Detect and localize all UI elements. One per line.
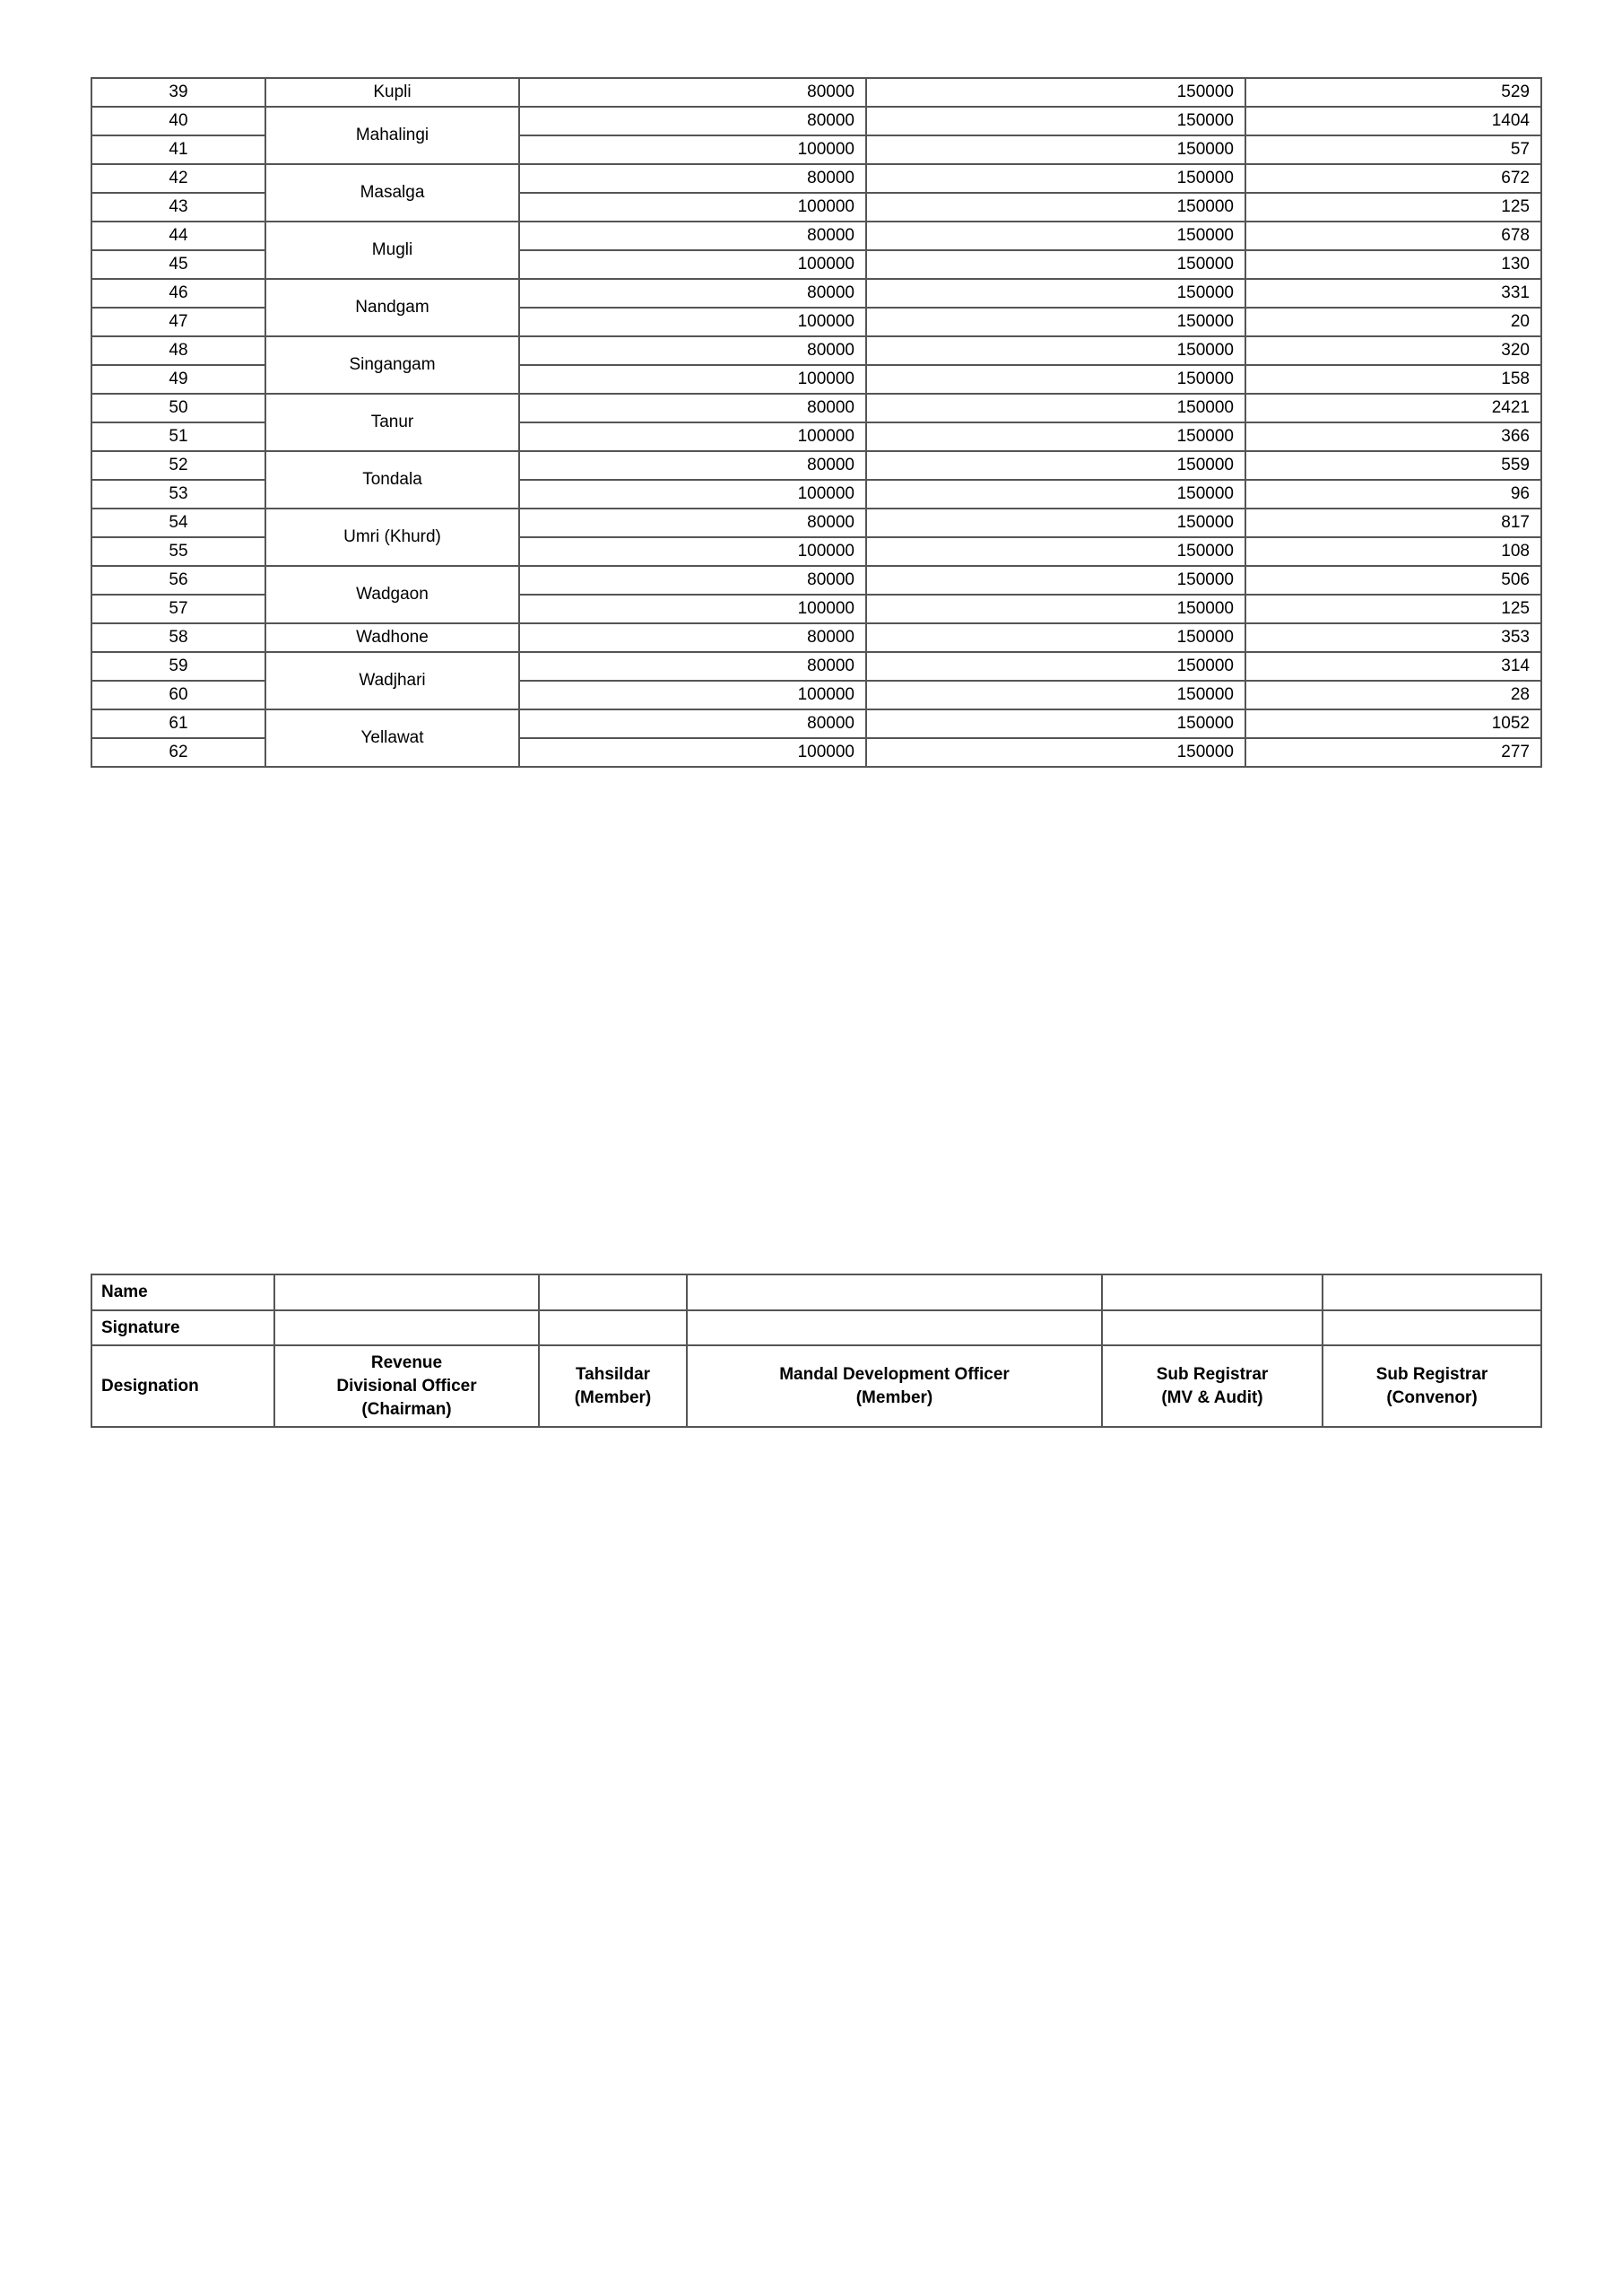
cell-rate-two: 150000 bbox=[866, 652, 1245, 681]
table-row bbox=[91, 164, 1541, 193]
cell-serial-number: 54 bbox=[91, 509, 265, 537]
village-rate-table-body bbox=[91, 78, 1541, 767]
cell-serial-number: 40 bbox=[91, 107, 265, 135]
cell-count: 366 bbox=[1245, 422, 1541, 451]
cell-rate-one: 100000 bbox=[519, 681, 866, 709]
cell-rate-two: 150000 bbox=[866, 336, 1245, 365]
cell-serial-number: 56 bbox=[91, 566, 265, 595]
cell-serial-number: 41 bbox=[91, 135, 265, 164]
cell-village-name: Wadjhari bbox=[265, 652, 519, 709]
cell-village-name: Masalga bbox=[265, 164, 519, 222]
signature-name-4[interactable] bbox=[1102, 1274, 1323, 1310]
cell-rate-one: 100000 bbox=[519, 250, 866, 279]
table-row bbox=[91, 279, 1541, 308]
cell-rate-one: 80000 bbox=[519, 451, 866, 480]
cell-serial-number: 44 bbox=[91, 222, 265, 250]
cell-count: 28 bbox=[1245, 681, 1541, 709]
cell-rate-one: 80000 bbox=[519, 566, 866, 595]
cell-rate-two: 150000 bbox=[866, 365, 1245, 394]
table-row bbox=[91, 509, 1541, 537]
cell-serial-number: 43 bbox=[91, 193, 265, 222]
signature-table-body bbox=[91, 1274, 1541, 1427]
table-row bbox=[91, 451, 1541, 480]
cell-serial-number: 58 bbox=[91, 623, 265, 652]
table-row bbox=[91, 623, 1541, 652]
cell-serial-number: 52 bbox=[91, 451, 265, 480]
cell-serial-number: 60 bbox=[91, 681, 265, 709]
signature-sign-3[interactable] bbox=[687, 1310, 1102, 1346]
cell-count: 2421 bbox=[1245, 394, 1541, 422]
cell-rate-one: 80000 bbox=[519, 709, 866, 738]
village-rate-table-container bbox=[91, 77, 1540, 768]
table-row bbox=[91, 394, 1541, 422]
cell-rate-one: 100000 bbox=[519, 193, 866, 222]
signature-sign-4[interactable] bbox=[1102, 1310, 1323, 1346]
cell-count: 125 bbox=[1245, 595, 1541, 623]
cell-village-name: Tondala bbox=[265, 451, 519, 509]
cell-count: 125 bbox=[1245, 193, 1541, 222]
cell-count: 353 bbox=[1245, 623, 1541, 652]
cell-serial-number: 61 bbox=[91, 709, 265, 738]
signature-designation-3: Mandal Development Officer (Member) bbox=[687, 1345, 1102, 1427]
cell-count: 672 bbox=[1245, 164, 1541, 193]
cell-village-name: Wadhone bbox=[265, 623, 519, 652]
cell-rate-one: 100000 bbox=[519, 308, 866, 336]
signature-row-label-designation: Designation bbox=[91, 1345, 274, 1427]
cell-rate-two: 150000 bbox=[866, 308, 1245, 336]
cell-serial-number: 51 bbox=[91, 422, 265, 451]
cell-rate-one: 80000 bbox=[519, 509, 866, 537]
cell-count: 559 bbox=[1245, 451, 1541, 480]
cell-rate-two: 150000 bbox=[866, 135, 1245, 164]
signature-row-signature bbox=[91, 1310, 1541, 1346]
cell-count: 506 bbox=[1245, 566, 1541, 595]
cell-serial-number: 46 bbox=[91, 279, 265, 308]
cell-village-name: Nandgam bbox=[265, 279, 519, 336]
cell-count: 314 bbox=[1245, 652, 1541, 681]
signature-sign-5[interactable] bbox=[1323, 1310, 1541, 1346]
signature-row-designation bbox=[91, 1345, 1541, 1427]
cell-serial-number: 57 bbox=[91, 595, 265, 623]
cell-rate-one: 100000 bbox=[519, 537, 866, 566]
cell-count: 1404 bbox=[1245, 107, 1541, 135]
cell-serial-number: 48 bbox=[91, 336, 265, 365]
cell-count: 108 bbox=[1245, 537, 1541, 566]
cell-serial-number: 50 bbox=[91, 394, 265, 422]
cell-serial-number: 47 bbox=[91, 308, 265, 336]
cell-rate-two: 150000 bbox=[866, 537, 1245, 566]
cell-rate-one: 80000 bbox=[519, 78, 866, 107]
cell-rate-two: 150000 bbox=[866, 279, 1245, 308]
cell-count: 277 bbox=[1245, 738, 1541, 767]
cell-rate-one: 80000 bbox=[519, 222, 866, 250]
cell-rate-two: 150000 bbox=[866, 107, 1245, 135]
cell-serial-number: 42 bbox=[91, 164, 265, 193]
cell-count: 20 bbox=[1245, 308, 1541, 336]
cell-village-name: Tanur bbox=[265, 394, 519, 451]
cell-rate-two: 150000 bbox=[866, 422, 1245, 451]
cell-count: 529 bbox=[1245, 78, 1541, 107]
cell-count: 57 bbox=[1245, 135, 1541, 164]
cell-rate-one: 100000 bbox=[519, 738, 866, 767]
signature-sign-2[interactable] bbox=[539, 1310, 687, 1346]
village-rate-table bbox=[91, 77, 1542, 768]
signature-row-name bbox=[91, 1274, 1541, 1310]
table-row bbox=[91, 709, 1541, 738]
cell-serial-number: 62 bbox=[91, 738, 265, 767]
cell-count: 1052 bbox=[1245, 709, 1541, 738]
cell-rate-two: 150000 bbox=[866, 681, 1245, 709]
cell-serial-number: 53 bbox=[91, 480, 265, 509]
cell-count: 678 bbox=[1245, 222, 1541, 250]
cell-village-name: Mahalingi bbox=[265, 107, 519, 164]
cell-rate-two: 150000 bbox=[866, 480, 1245, 509]
table-row bbox=[91, 566, 1541, 595]
cell-rate-two: 150000 bbox=[866, 595, 1245, 623]
signature-row-label-name: Name bbox=[91, 1274, 274, 1310]
cell-rate-two: 150000 bbox=[866, 709, 1245, 738]
cell-village-name: Wadgaon bbox=[265, 566, 519, 623]
cell-rate-two: 150000 bbox=[866, 623, 1245, 652]
signature-sign-1[interactable] bbox=[274, 1310, 539, 1346]
cell-rate-two: 150000 bbox=[866, 509, 1245, 537]
cell-rate-two: 150000 bbox=[866, 222, 1245, 250]
signature-designation-1: Revenue Divisional Officer (Chairman) bbox=[274, 1345, 539, 1427]
cell-village-name: Singangam bbox=[265, 336, 519, 394]
cell-rate-one: 80000 bbox=[519, 107, 866, 135]
cell-rate-two: 150000 bbox=[866, 250, 1245, 279]
cell-rate-one: 100000 bbox=[519, 365, 866, 394]
cell-count: 96 bbox=[1245, 480, 1541, 509]
cell-rate-two: 150000 bbox=[866, 566, 1245, 595]
cell-count: 130 bbox=[1245, 250, 1541, 279]
cell-count: 331 bbox=[1245, 279, 1541, 308]
cell-rate-one: 100000 bbox=[519, 135, 866, 164]
cell-rate-two: 150000 bbox=[866, 164, 1245, 193]
cell-rate-two: 150000 bbox=[866, 78, 1245, 107]
cell-serial-number: 49 bbox=[91, 365, 265, 394]
cell-serial-number: 39 bbox=[91, 78, 265, 107]
cell-rate-two: 150000 bbox=[866, 394, 1245, 422]
cell-serial-number: 45 bbox=[91, 250, 265, 279]
table-row bbox=[91, 652, 1541, 681]
cell-rate-two: 150000 bbox=[866, 193, 1245, 222]
cell-rate-one: 100000 bbox=[519, 422, 866, 451]
cell-rate-two: 150000 bbox=[866, 738, 1245, 767]
cell-rate-one: 80000 bbox=[519, 336, 866, 365]
signature-name-5[interactable] bbox=[1323, 1274, 1541, 1310]
cell-rate-one: 80000 bbox=[519, 652, 866, 681]
signature-name-1[interactable] bbox=[274, 1274, 539, 1310]
cell-village-name: Mugli bbox=[265, 222, 519, 279]
table-row bbox=[91, 336, 1541, 365]
signature-table bbox=[91, 1274, 1542, 1428]
cell-rate-one: 80000 bbox=[519, 279, 866, 308]
cell-rate-one: 100000 bbox=[519, 480, 866, 509]
cell-village-name: Kupli bbox=[265, 78, 519, 107]
table-row bbox=[91, 78, 1541, 107]
signature-name-2[interactable] bbox=[539, 1274, 687, 1310]
cell-rate-one: 80000 bbox=[519, 164, 866, 193]
cell-serial-number: 55 bbox=[91, 537, 265, 566]
cell-rate-one: 80000 bbox=[519, 394, 866, 422]
signature-designation-2: Tahsildar (Member) bbox=[539, 1345, 687, 1427]
cell-village-name: Yellawat bbox=[265, 709, 519, 767]
signature-row-label-signature: Signature bbox=[91, 1310, 274, 1346]
cell-serial-number: 59 bbox=[91, 652, 265, 681]
table-row bbox=[91, 222, 1541, 250]
signature-name-3[interactable] bbox=[687, 1274, 1102, 1310]
table-row bbox=[91, 107, 1541, 135]
cell-count: 817 bbox=[1245, 509, 1541, 537]
cell-rate-one: 80000 bbox=[519, 623, 866, 652]
cell-rate-two: 150000 bbox=[866, 451, 1245, 480]
cell-count: 158 bbox=[1245, 365, 1541, 394]
cell-rate-one: 100000 bbox=[519, 595, 866, 623]
signature-table-container bbox=[91, 1274, 1540, 1428]
signature-designation-5: Sub Registrar (Convenor) bbox=[1323, 1345, 1541, 1427]
cell-village-name: Umri (Khurd) bbox=[265, 509, 519, 566]
signature-designation-4: Sub Registrar (MV & Audit) bbox=[1102, 1345, 1323, 1427]
cell-count: 320 bbox=[1245, 336, 1541, 365]
